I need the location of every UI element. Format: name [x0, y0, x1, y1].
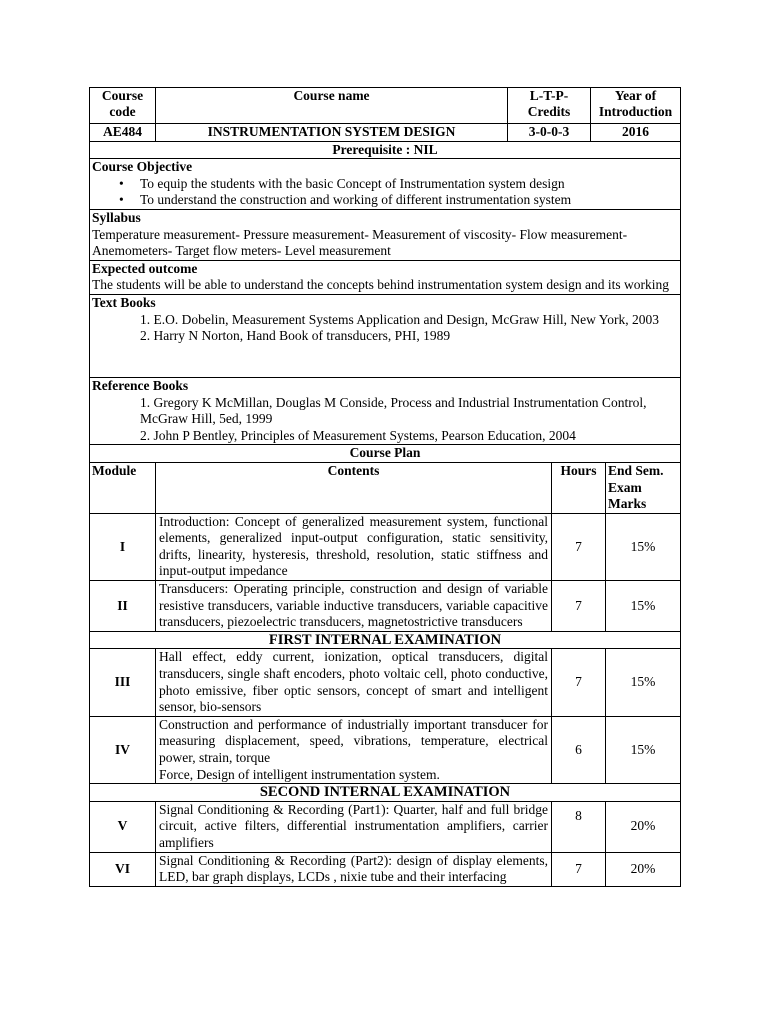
objective-row	[90, 159, 681, 210]
module-contents: Signal Conditioning & Recording (Part1): Quarter, half and full bridge circuit, active filters, differential instrumentation amplifiers, carrier amplifiers	[156, 801, 552, 852]
hours-header: Hours	[552, 462, 606, 513]
module-id: V	[90, 801, 156, 852]
objective-item: • To equip the students with the basic Concept of Instrumentation system design	[92, 176, 678, 193]
first-exam-row	[90, 631, 681, 649]
reference-book-item: 1. Gregory K McMillan, Douglas M Conside, Process and Industrial Instrumentation Control, McGraw Hill, 5ed, 1999	[140, 394, 647, 427]
course-plan-table	[89, 462, 681, 887]
contents-header: Contents	[156, 462, 552, 513]
outcome-title: Expected outcome	[92, 260, 198, 276]
module-hours: 6	[552, 716, 606, 783]
reference-book-item: 2. John P Bentley, Principles of Measurement Systems, Pearson Education, 2004	[140, 427, 576, 443]
module-id: IV	[90, 716, 156, 783]
plan-header-row	[90, 462, 681, 513]
second-internal-exam: SECOND INTERNAL EXAMINATION	[90, 784, 681, 802]
course-name-header: Course name	[156, 88, 508, 124]
course-plan-title: Course Plan	[90, 445, 681, 463]
ltp-header: L-T-P-Credits	[508, 88, 591, 124]
text-books-section	[90, 294, 681, 377]
outcome-row	[90, 260, 681, 294]
module-marks: 20%	[606, 801, 681, 852]
module-marks: 20%	[606, 852, 681, 886]
course-year: 2016	[591, 124, 681, 142]
module-marks: 15%	[606, 581, 681, 632]
course-info-row	[90, 124, 681, 142]
module-hours: 7	[552, 513, 606, 580]
module-hours: 8	[552, 801, 606, 852]
first-internal-exam: FIRST INTERNAL EXAMINATION	[90, 631, 681, 649]
module-contents	[156, 716, 552, 783]
course-ltp: 3-0-0-3	[508, 124, 591, 142]
outcome-section	[90, 260, 681, 294]
prerequisite-row	[90, 141, 681, 159]
text-books-row	[90, 294, 681, 377]
module-row	[90, 852, 681, 886]
reference-books-row	[90, 377, 681, 444]
objective-title: Course Objective	[92, 159, 193, 175]
module-hours: 7	[552, 649, 606, 716]
syllabus-text: Temperature measurement- Pressure measurement- Measurement of viscosity- Flow measurement- Anemometers- Target flow meters- Level measurement	[92, 226, 628, 259]
objective-section	[90, 159, 681, 210]
module-row	[90, 513, 681, 580]
module-contents-text-2: Force, Design of intelligent instrumentation system.	[159, 766, 440, 782]
module-id: II	[90, 581, 156, 632]
syllabus-row	[90, 209, 681, 260]
module-marks: 15%	[606, 513, 681, 580]
text-book-item: 1. E.O. Dobelin, Measurement Systems Application and Design, McGraw Hill, New York, 2003	[140, 311, 659, 327]
prerequisite: Prerequisite : NIL	[90, 141, 681, 159]
header-row	[90, 88, 681, 124]
module-row	[90, 581, 681, 632]
module-contents: Introduction: Concept of generalized measurement system, functional elements, generalized input-output configuration, static sensitivity, drifts, linearity, hysteresis, threshold, resolution, static stiffness and input-output impedance	[156, 513, 552, 580]
module-id: I	[90, 513, 156, 580]
module-contents: Hall effect, eddy current, ionization, optical transducers, digital transducers, single shaft encoders, photo voltaic cell, photo conductive, photo emissive, fiber optic sensors, concept of smart and intelligent sensor, bio-sensors	[156, 649, 552, 716]
module-hours: 7	[552, 581, 606, 632]
year-header: Year of Introduction	[591, 88, 681, 124]
module-marks: 15%	[606, 649, 681, 716]
module-row	[90, 716, 681, 783]
reference-books-title: Reference Books	[92, 377, 189, 393]
course-table	[89, 87, 681, 463]
text-book-item: 2. Harry N Norton, Hand Book of transducers, PHI, 1989	[140, 328, 451, 344]
module-id: III	[90, 649, 156, 716]
course-plan-title-row	[90, 445, 681, 463]
course-name: INSTRUMENTATION SYSTEM DESIGN	[156, 124, 508, 142]
module-header: Module	[90, 462, 156, 513]
module-contents: Signal Conditioning & Recording (Part2): design of display elements, LED, bar graph displays, LCDs , nixie tube and their interfacing	[156, 852, 552, 886]
module-row	[90, 801, 681, 852]
module-id: VI	[90, 852, 156, 886]
module-marks: 15%	[606, 716, 681, 783]
module-contents: Transducers: Operating principle, construction and design of variable resistive transducers, variable inductive transducers, variable capacitive transducers, piezoelectric transducers, magnetostrictive transducers	[156, 581, 552, 632]
syllabus-page	[89, 87, 680, 887]
objective-list	[92, 176, 678, 209]
course-code-header: Course code	[90, 88, 156, 124]
course-code: AE484	[90, 124, 156, 142]
second-exam-row	[90, 784, 681, 802]
module-row	[90, 649, 681, 716]
module-contents-text: Construction and performance of industrially important transducer for measuring displacement, speed, vibrations, temperature, electrical power, strain, torque	[159, 716, 548, 765]
outcome-text: The students will be able to understand the concepts behind instrumentation system design and its working	[92, 277, 670, 293]
module-hours: 7	[552, 852, 606, 886]
syllabus-title: Syllabus	[92, 209, 141, 225]
reference-books-section	[90, 377, 681, 444]
objective-item: • To understand the construction and working of different instrumentation system	[92, 192, 678, 209]
marks-header: End Sem. Exam Marks	[606, 462, 681, 513]
text-books-title: Text Books	[92, 294, 156, 310]
syllabus-section	[90, 209, 681, 260]
